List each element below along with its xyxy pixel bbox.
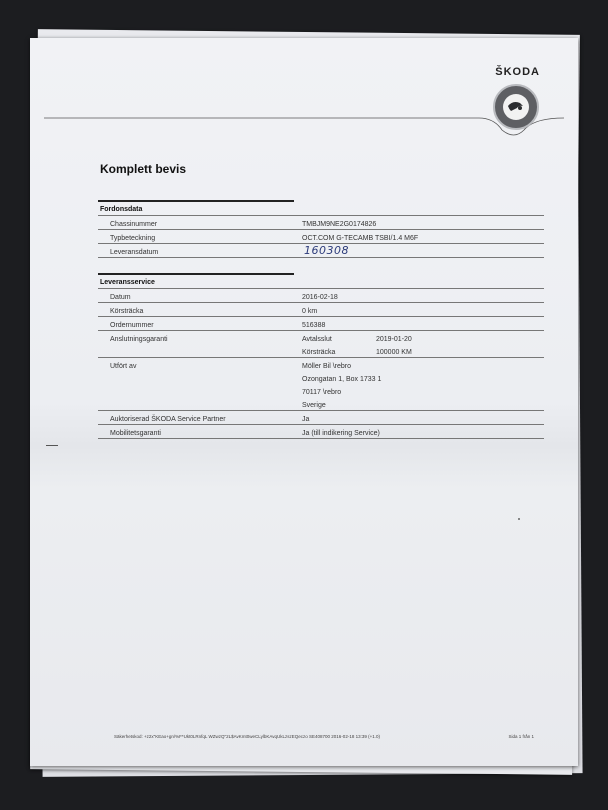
address-line: Möller Bil \rebro [302, 363, 352, 370]
row-label: Typbeteckning [110, 235, 156, 242]
table-row [98, 344, 544, 358]
skoda-wordmark: ŠKODA [495, 66, 540, 78]
table-row [98, 358, 544, 371]
paper-speck [518, 518, 520, 520]
row-sublabel: Avtalsslut [302, 336, 332, 343]
table-row [98, 331, 544, 344]
row-label: Anslutningsgaranti [110, 336, 168, 343]
row-label: Ordernummer [110, 322, 154, 329]
table-row [98, 230, 544, 244]
row-label: Datum [110, 294, 131, 301]
row-value: Ja [302, 416, 310, 423]
row-label: Leveransdatum [110, 249, 159, 256]
table-row [98, 371, 544, 384]
row-label: Utfört av [110, 363, 137, 370]
fold-mark [46, 445, 58, 446]
table-row [98, 397, 544, 411]
leveransservice-section [98, 273, 544, 439]
header-curve-line [44, 80, 564, 140]
table-row [98, 215, 544, 230]
row-value: 100000 KM [376, 349, 412, 356]
page-footer [114, 734, 534, 739]
page-number: Sida 1 från 1 [508, 734, 534, 739]
table-row [98, 244, 544, 258]
row-label: Mobilitetsgaranti [110, 430, 161, 437]
table-row [98, 425, 544, 439]
address-line: 70117 \rebro [302, 389, 342, 396]
row-label: Chassinummer [110, 221, 158, 228]
row-value: Ja (till indikering Service) [302, 430, 380, 437]
certificate-page [30, 38, 578, 766]
section-heading: Fordonsdata [98, 200, 294, 213]
address-line: Sverige [302, 402, 326, 409]
row-label: Auktoriserad ŠKODA Service Partner [110, 416, 226, 423]
table-row [98, 384, 544, 397]
row-value: 516388 [302, 322, 326, 329]
table-row [98, 317, 544, 331]
row-value: 2019-01-20 [376, 336, 412, 343]
table-row [98, 411, 544, 425]
row-label: Körsträcka [110, 308, 144, 315]
row-value: 0 km [302, 308, 318, 315]
row-sublabel: Körsträcka [302, 349, 336, 356]
row-value: 2016-02-18 [302, 294, 338, 301]
handwritten-value: 160308 [304, 244, 349, 257]
address-line: Ozongatan 1, Box 1733 1 [302, 376, 382, 383]
row-value: TMBJM9NE2G0174826 [302, 221, 377, 228]
table-row [98, 303, 544, 317]
row-value: OCT.COM G-TECAMB TSBI/1.4 M6F [302, 235, 419, 242]
security-code-text: Säkerhetskod: +z2x"KEao+gn/%F*Ukt0LRnfqL WZwzQ"2L$AvKmt0weCLylbKAvqUkLzszEQeczo SE408700 2016-02-18 13:39 (+1.0) [114, 734, 380, 739]
fordonsdata-section [98, 200, 544, 258]
section-heading: Leveransservice [98, 273, 294, 286]
skoda-logo-icon [493, 84, 539, 130]
page-title: Komplett bevis [100, 162, 187, 176]
table-row [98, 288, 544, 303]
